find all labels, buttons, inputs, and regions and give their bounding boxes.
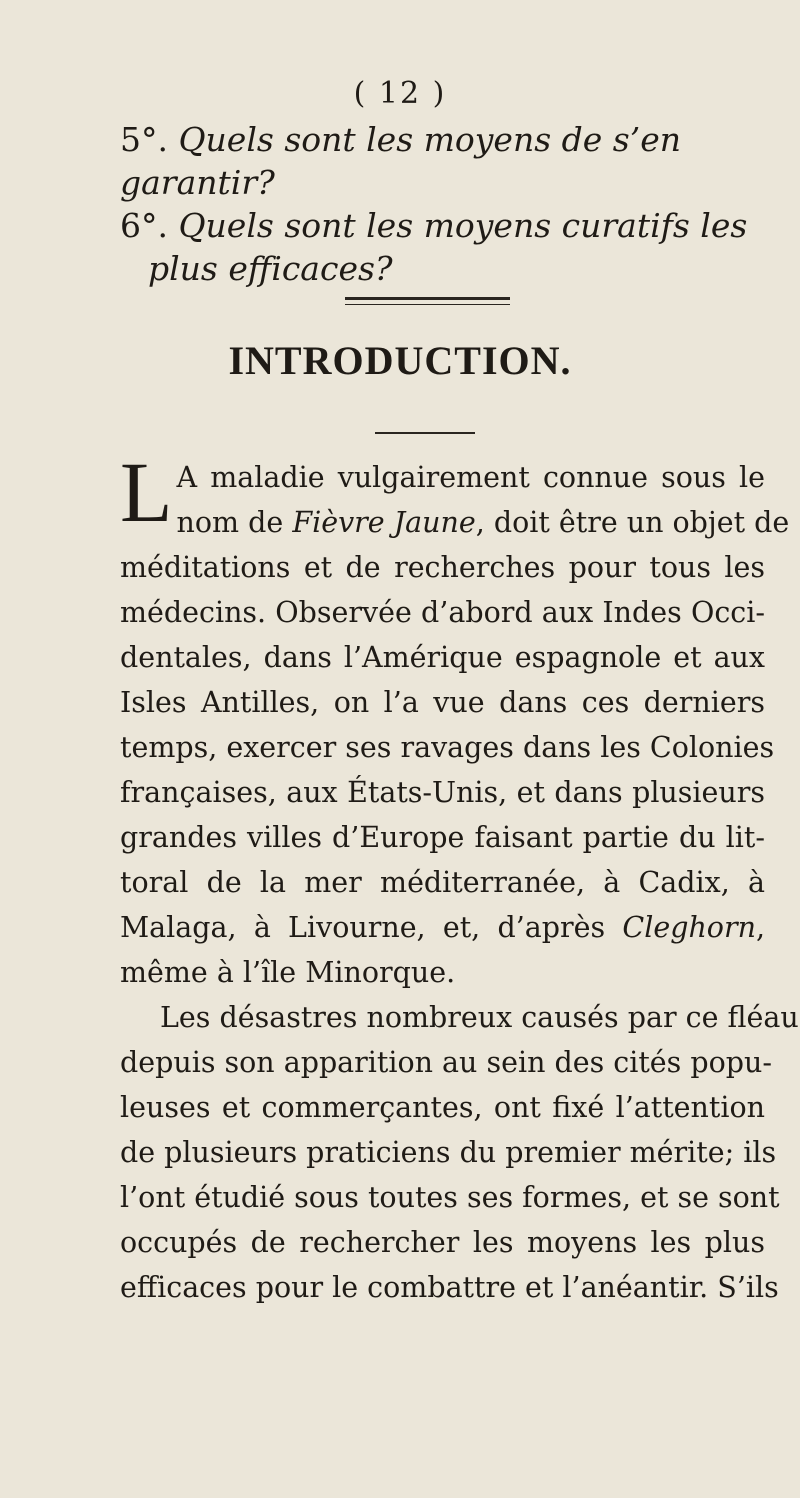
question-text: Quels sont les moyens curatifs les plus efficaces? bbox=[148, 206, 748, 288]
text-line bbox=[120, 905, 765, 950]
text-line: médecins. Observée d’abord aux Indes Occi- bbox=[120, 596, 765, 629]
text-line: Les désastres nombreux causés par ce fléau bbox=[160, 1001, 799, 1034]
text-line: efficaces pour le combattre et l’anéantir. S’ils bbox=[120, 1271, 779, 1304]
divider-rule-thin bbox=[345, 304, 510, 305]
text-line: Isles Antilles, on l’a vue dans ces derniers bbox=[120, 686, 765, 719]
text-line: françaises, aux États-Unis, et dans plusieurs bbox=[120, 776, 765, 809]
text-line: même à l’île Minorque. bbox=[120, 956, 456, 989]
paragraph-2 bbox=[120, 995, 799, 1310]
question-5 bbox=[120, 118, 760, 204]
text-line: de plusieurs praticiens du premier mérite; ils bbox=[120, 1136, 777, 1169]
text-line: temps, exercer ses ravages dans les Colonies bbox=[120, 731, 775, 764]
text-line: A maladie vulgairement connue sous le bbox=[176, 461, 765, 494]
section-heading: INTRODUCTION. bbox=[228, 338, 572, 383]
paragraph-1 bbox=[120, 444, 790, 995]
text-line: méditations et de recherches pour tous les bbox=[120, 551, 765, 584]
page-number: ( 12 ) bbox=[353, 76, 447, 111]
text-line: grandes villes d’Europe faisant partie du lit- bbox=[120, 821, 765, 854]
text-fragment: , doit être un objet de bbox=[475, 506, 790, 539]
text-fragment: , bbox=[755, 911, 765, 944]
divider-rule-short bbox=[375, 432, 475, 434]
text-line: toral de la mer méditerranée, à Cadix, à bbox=[120, 866, 765, 899]
text-line: occupés de rechercher les moyens les plus bbox=[120, 1226, 765, 1259]
text-fragment: Malaga, à Livourne, et, d’après bbox=[120, 911, 623, 944]
divider-rule-thick bbox=[345, 297, 510, 300]
author-name: Cleghorn bbox=[622, 911, 756, 944]
text-line: leuses et commerçantes, ont fixé l’attention bbox=[120, 1091, 765, 1124]
text-fragment: nom de bbox=[176, 506, 293, 539]
text-line: depuis son apparition au sein des cités popu- bbox=[120, 1046, 772, 1079]
text-line: l’ont étudié sous toutes ses formes, et se sont bbox=[120, 1181, 780, 1214]
question-text: Quels sont les moyens de s’en garantir? bbox=[120, 120, 681, 202]
question-list bbox=[120, 118, 760, 290]
question-number: 5°. bbox=[120, 120, 168, 159]
drop-cap: L bbox=[120, 444, 173, 540]
question-6 bbox=[120, 204, 760, 290]
question-number: 6°. bbox=[120, 206, 168, 245]
text-line: dentales, dans l’Amérique espagnole et aux bbox=[120, 641, 765, 674]
body-text bbox=[120, 444, 799, 1310]
text-line bbox=[120, 500, 790, 545]
disease-name: Fièvre Jaune bbox=[292, 506, 476, 539]
